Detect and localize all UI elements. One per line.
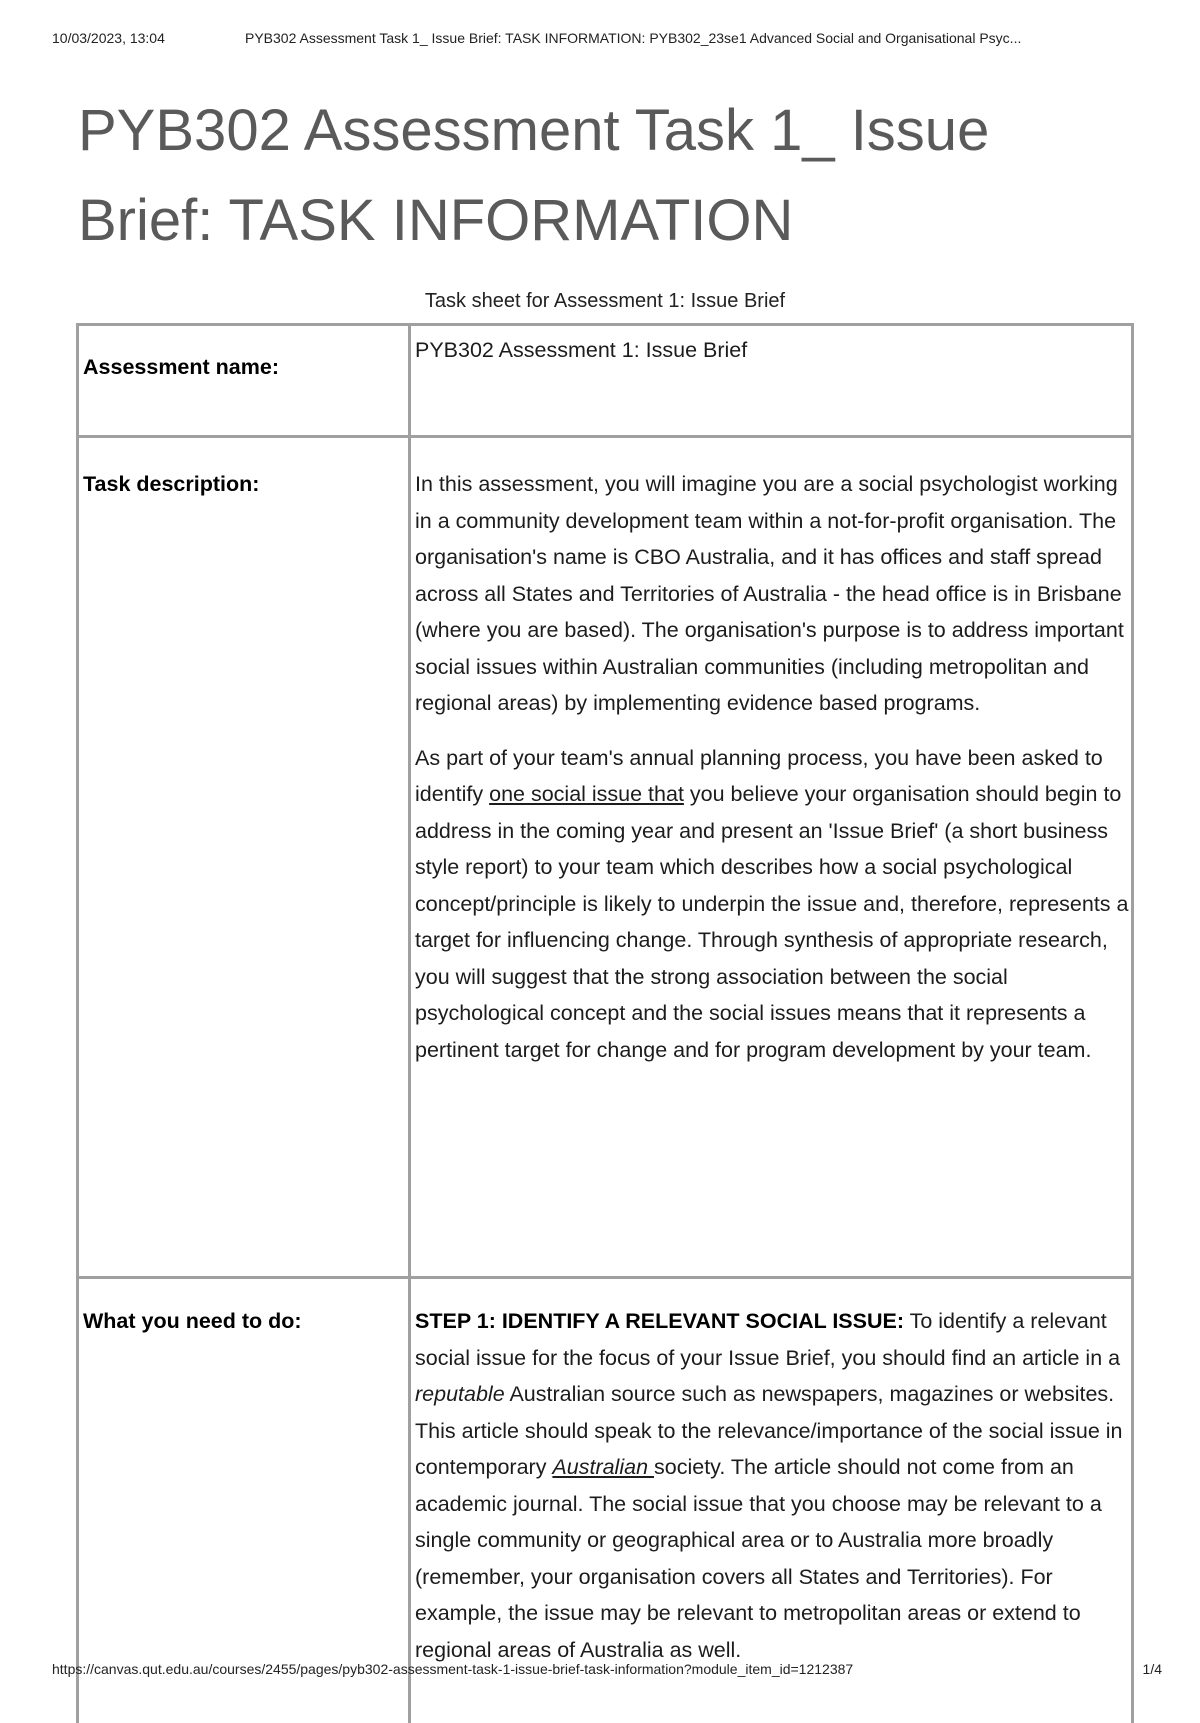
paragraph-2-text-end: you believe your organisation should begin to address in the coming year and present an 'Issue Brief' (a short business style report) to your team which describes how a social psychological concept/principle is likely to underpin the issue and, therefore, represents a target for influencing change. Through synthesis of appropriate research, you will suggest that the strong association between the social psychological concept and the social issues means that it represents a pertinent target for change and for program development by your team. (415, 782, 1129, 1062)
step-1-heading: STEP 1: IDENTIFY A RELEVANT SOCIAL ISSUE: (415, 1309, 904, 1333)
task-description-label: Task description: (78, 437, 410, 1278)
underlined-emphasis: one social issue that (489, 782, 684, 806)
italic-underlined-australian: Australian (552, 1455, 654, 1479)
what-to-do-content (410, 1278, 1133, 1723)
print-url: https://canvas.qut.edu.au/courses/2455/pages/pyb302-assessment-task-1-issue-brief-task-information?module_item_id=1212387 (52, 1661, 853, 1677)
paragraph-2-text-start: As part of your team's annual planning process, you have been asked to identify (415, 746, 1103, 807)
table-row-what-to-do (78, 1278, 1133, 1723)
task-description-content (410, 437, 1133, 1278)
page-number: 1/4 (1143, 1661, 1162, 1677)
task-description-paragraph-2 (415, 740, 1129, 1069)
assessment-name-label: Assessment name: (78, 325, 410, 437)
step-1-text-1: To identify a relevant social issue for the focus of your Issue Brief, you should find an article in a (415, 1309, 1120, 1370)
step-1-text-3: society. The article should not come from an academic journal. The social issue that you choose may be relevant to a single community or geographical area or to Australia more broadly (remember, your organisation covers all States and Territories). For example, the issue may be relevant to metropolitan areas or extend to regional areas of Australia as well. (415, 1455, 1102, 1662)
assessment-name-value: PYB302 Assessment 1: Issue Brief (410, 325, 1133, 437)
italic-reputable: reputable (415, 1382, 505, 1406)
step-1-paragraph (415, 1303, 1129, 1668)
print-date: 10/03/2023, 13:04 (52, 30, 165, 46)
task-description-paragraph-1: In this assessment, you will imagine you are a social psychologist working in a community development team within a not-for-profit organisation. The organisation's name is CBO Australia, and it has offices and staff spread across all States and Territories of Australia - the head office is in Brisbane (where you are based). The organisation's purpose is to address important social issues within Australian communities (including metropolitan and regional areas) by implementing evidence based programs. (415, 466, 1129, 722)
page-title: PYB302 Assessment Task 1_ Issue Brief: TASK INFORMATION (78, 86, 1138, 266)
table-row-task-description (78, 437, 1133, 1278)
table-caption: Task sheet for Assessment 1: Issue Brief (0, 290, 1200, 313)
what-to-do-label: What you need to do: (78, 1278, 410, 1723)
step-1-text-2: Australian source such as newspapers, magazines or websites. This article should speak to the relevance/importance of the social issue in contemporary (415, 1382, 1122, 1479)
task-sheet-table (76, 323, 1134, 1723)
table-row-assessment-name (78, 325, 1133, 437)
print-document-title: PYB302 Assessment Task 1_ Issue Brief: TASK INFORMATION: PYB302_23se1 Advanced Social and Organisational Psyc... (245, 30, 1165, 46)
